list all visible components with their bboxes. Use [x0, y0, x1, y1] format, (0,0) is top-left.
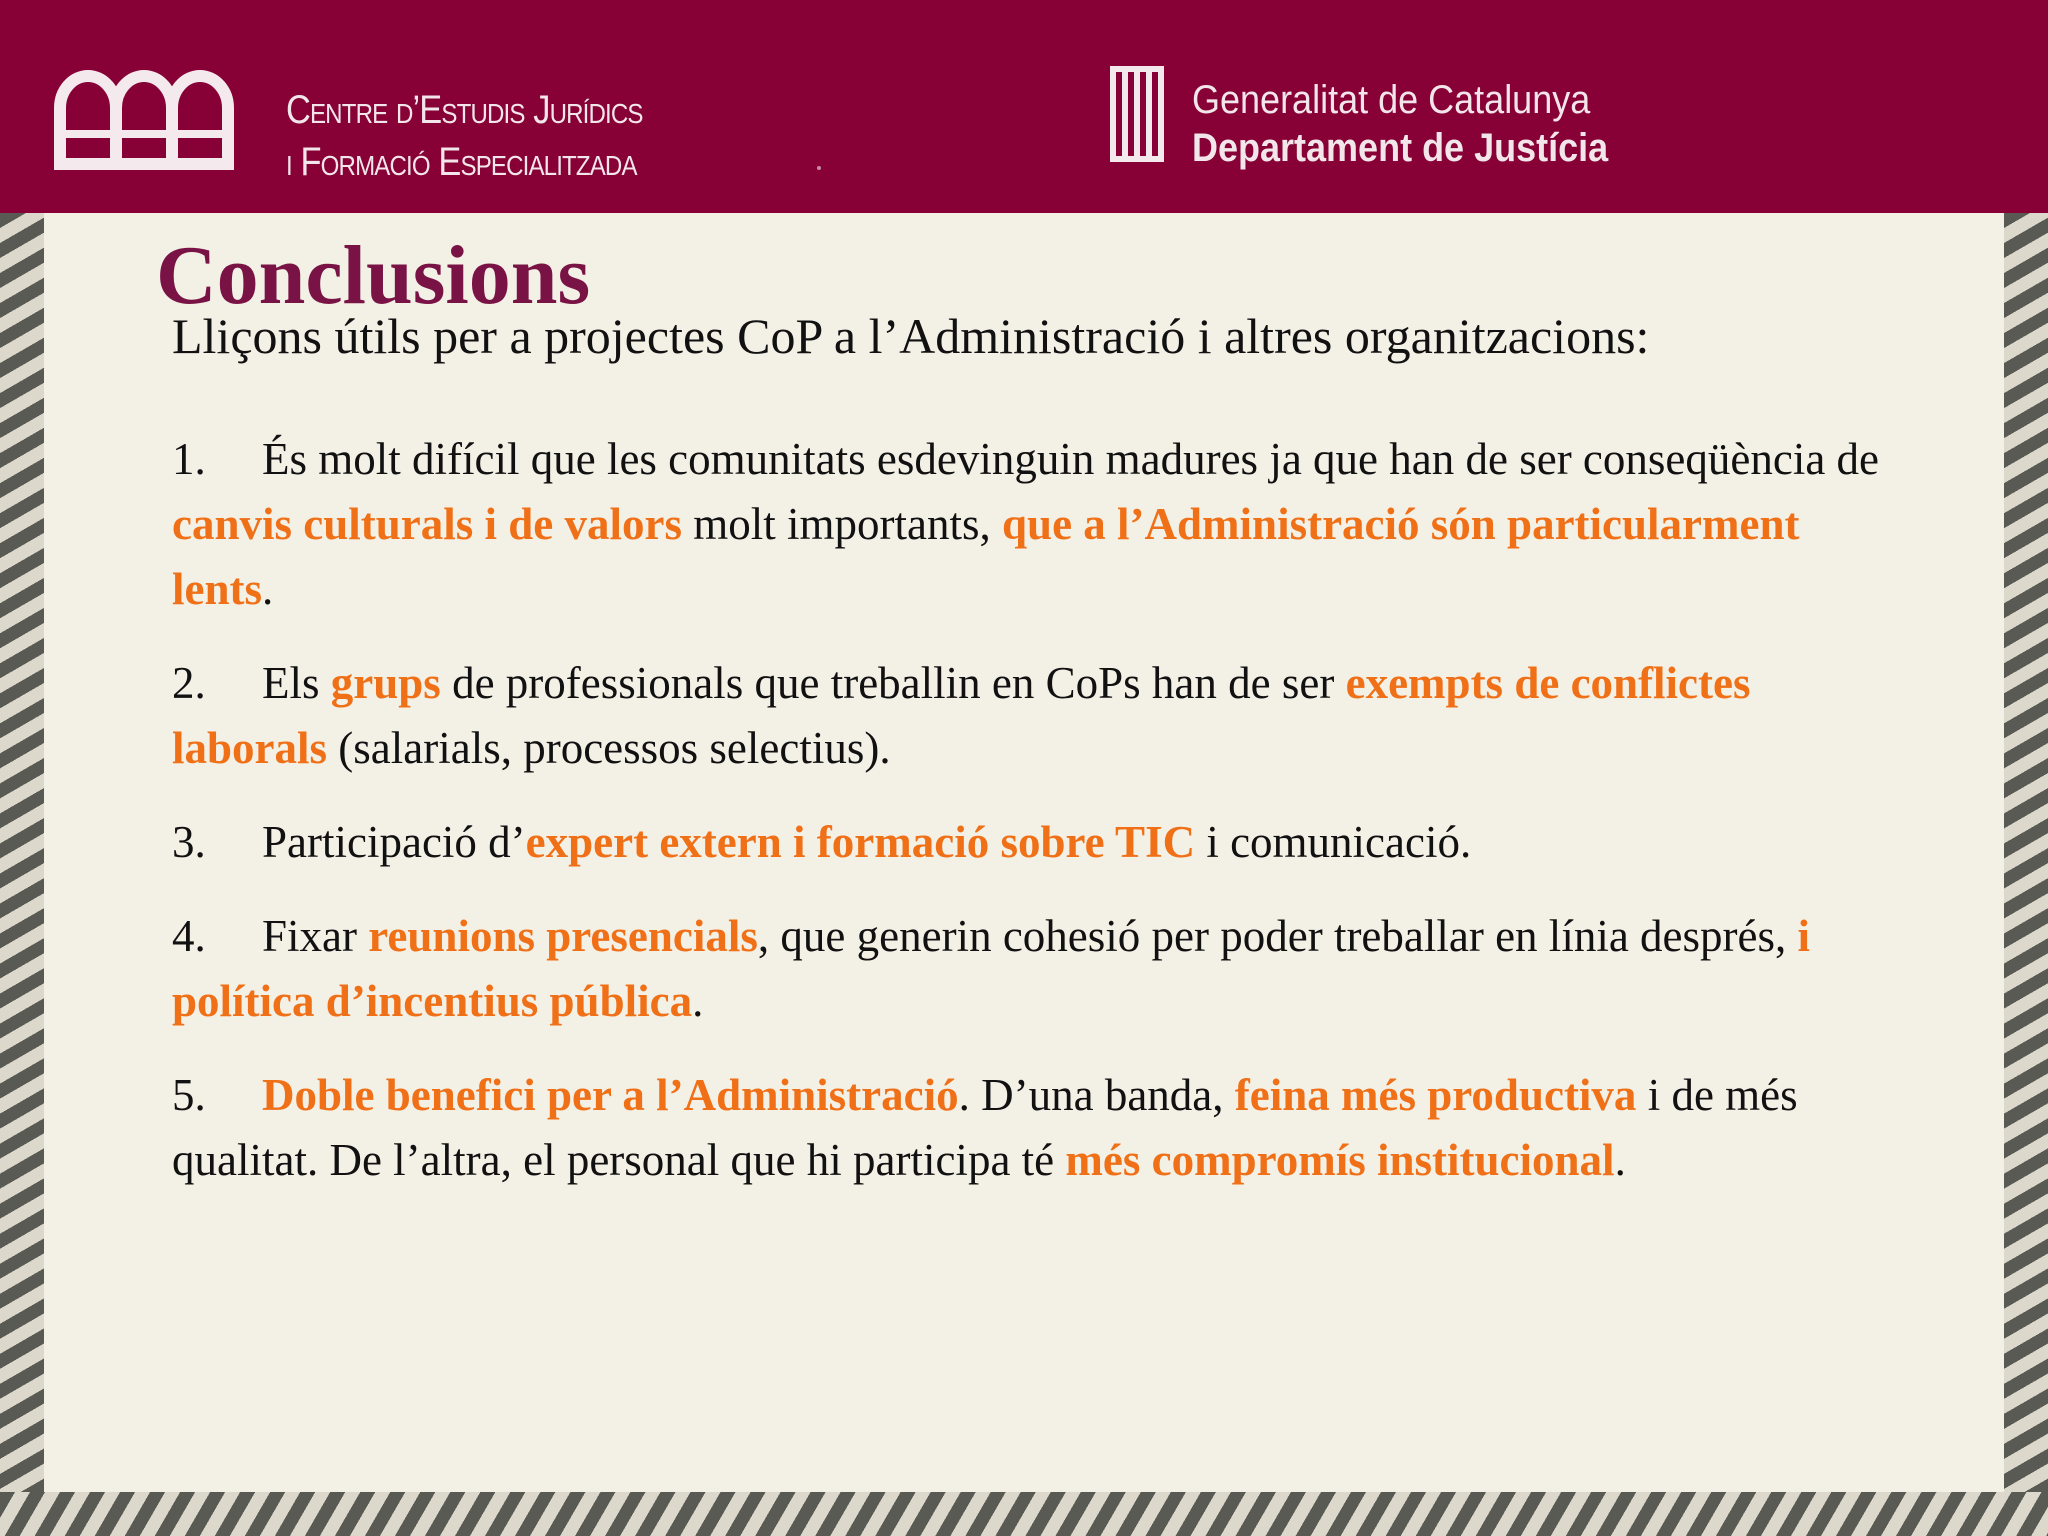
item-text: Participació d’	[262, 817, 526, 867]
item-text: (salarials, processos selectius).	[327, 723, 891, 773]
item-number: 4.	[172, 911, 206, 961]
item-number: 5.	[172, 1070, 206, 1120]
item-text: Els	[262, 658, 331, 708]
item-text: i de més qualitat. De l’altra, el personal que hi participa té	[172, 1070, 1798, 1185]
cejfe-name	[286, 84, 643, 188]
item-text: .	[692, 976, 704, 1026]
generalitat-name	[1192, 76, 1608, 172]
intro-text: Lliçons útils per a projectes CoP a l’Administració i altres organitzacions:	[172, 308, 1650, 364]
highlight-text: reunions presencials	[368, 911, 758, 961]
item-text: Fixar	[262, 911, 369, 961]
list-item	[172, 810, 1902, 875]
generalitat-flag-logo-icon	[1110, 66, 1164, 162]
conclusions-list	[172, 427, 1902, 1222]
highlight-text: exempts de conflictes laborals	[172, 658, 1751, 773]
striped-border-left	[0, 213, 44, 1536]
item-text: de professionals que treballin en CoPs han de ser	[440, 658, 1346, 708]
highlight-text: Doble benefici per a l’Administració	[262, 1070, 959, 1120]
item-text: És molt difícil que les comunitats esdevinguin madures ja que han de ser conseqüència de	[262, 434, 1880, 484]
item-text: . D’una banda,	[958, 1070, 1235, 1120]
item-text: .	[1614, 1135, 1626, 1185]
highlight-text: que a l’Administració són particularment lents	[172, 499, 1800, 614]
item-text: i comunicació.	[1195, 817, 1472, 867]
item-text: , que generin cohesió per poder treballar en línia després,	[757, 911, 1798, 961]
list-item	[172, 651, 1902, 781]
list-item	[172, 1063, 1902, 1193]
item-text: .	[262, 564, 274, 614]
highlight-text: expert extern i formació sobre TIC	[525, 817, 1196, 867]
highlight-text: més compromís institucional	[1065, 1135, 1615, 1185]
item-number: 2.	[172, 658, 206, 708]
item-number: 3.	[172, 817, 206, 867]
item-text: molt importants,	[682, 499, 1003, 549]
header-bar	[0, 0, 2048, 213]
cejfe-arches-logo-icon	[54, 58, 238, 172]
cejfe-name-line1: Centre d’Estudis Jurídics	[286, 88, 643, 132]
highlight-text: i política d’incentius pública	[172, 911, 1811, 1026]
striped-border-right	[2004, 213, 2048, 1536]
list-item	[172, 427, 1902, 622]
list-item	[172, 904, 1902, 1034]
striped-border-bottom	[0, 1492, 2048, 1536]
decorative-dot	[817, 166, 821, 170]
highlight-text: canvis culturals i de valors	[172, 499, 683, 549]
highlight-text: feina més productiva	[1234, 1070, 1637, 1120]
cejfe-name-line2: i Formació Especialitzada	[286, 140, 637, 184]
item-number: 1.	[172, 434, 206, 484]
highlight-text: grups	[330, 658, 441, 708]
page-title: Conclusions	[156, 229, 591, 322]
generalitat-line1: Generalitat de Catalunya	[1192, 78, 1591, 122]
generalitat-line2: Departament de Justícia	[1192, 126, 1609, 170]
